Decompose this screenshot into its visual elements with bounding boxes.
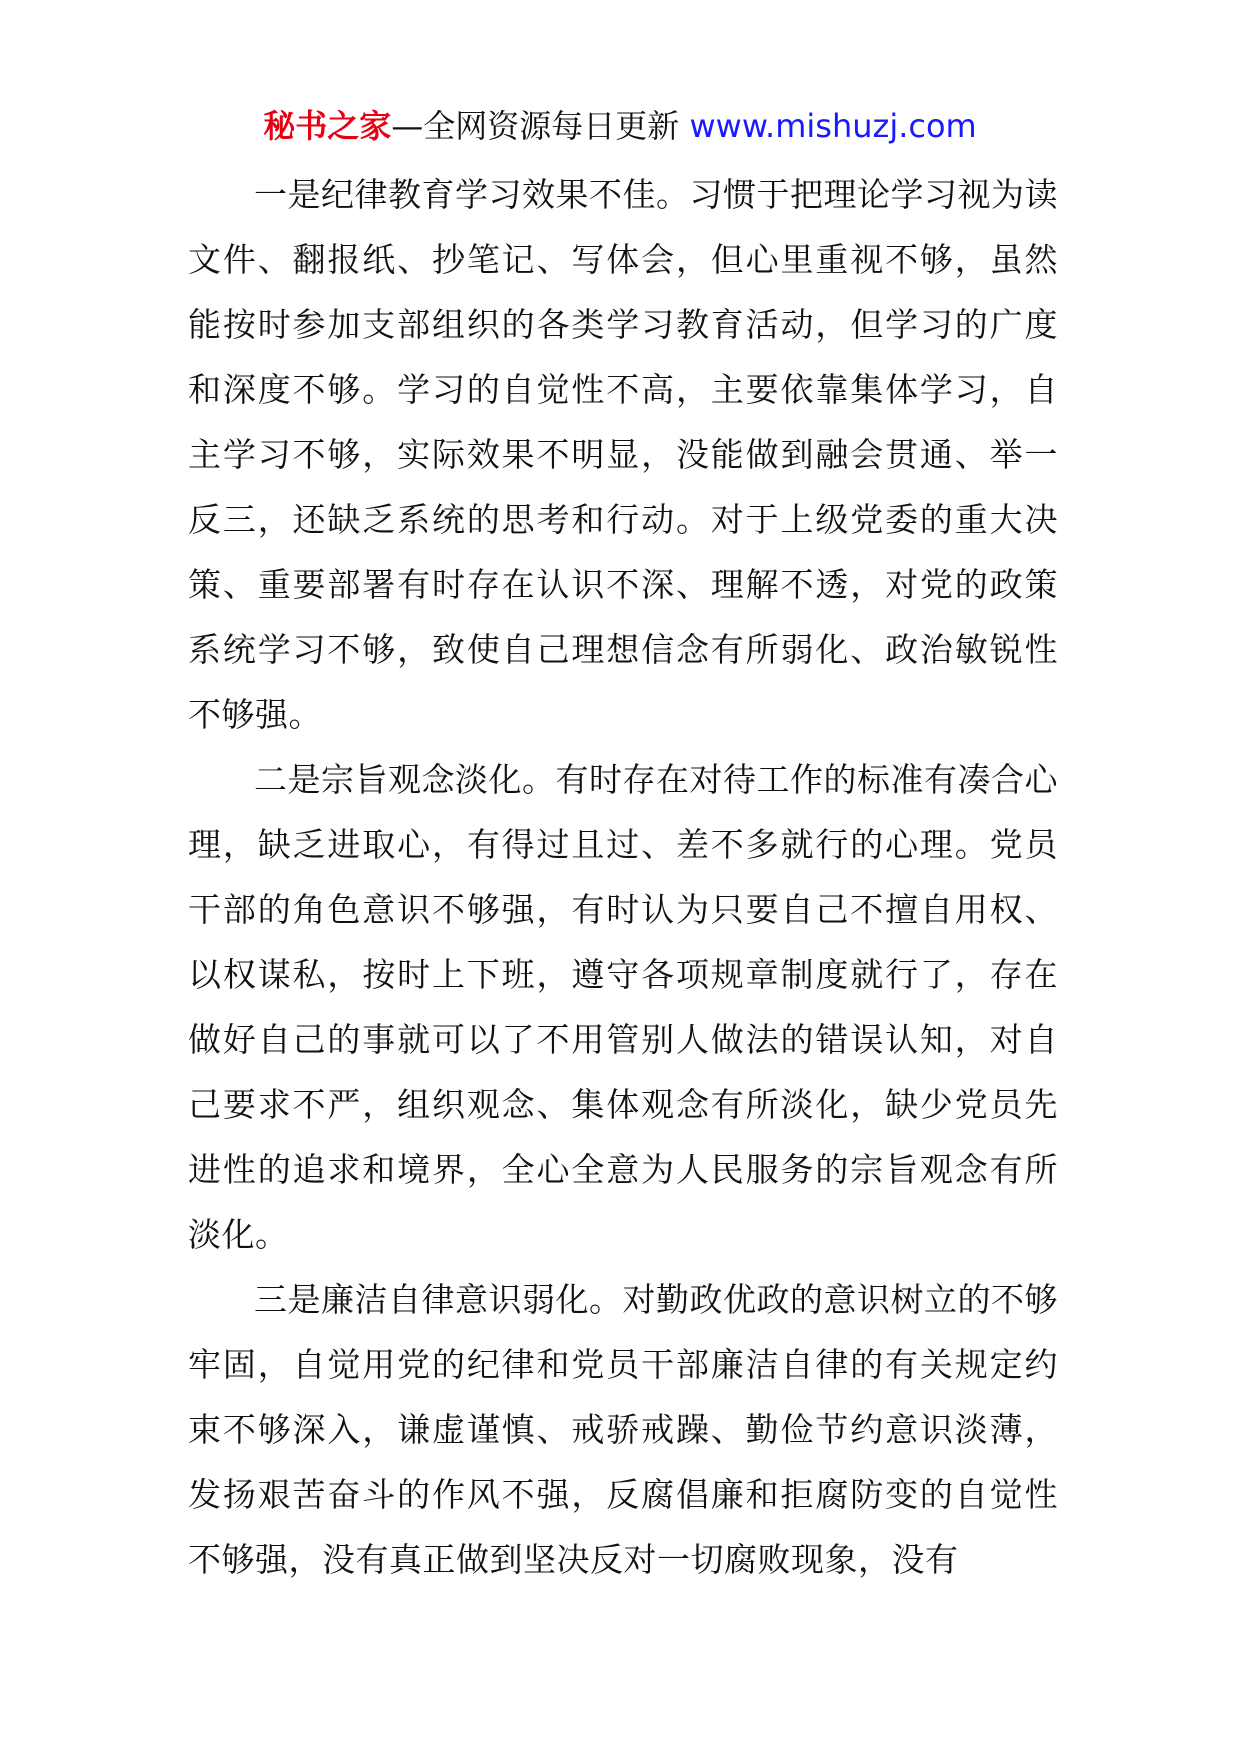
paragraph-1: 一是纪律教育学习效果不佳。习惯于把理论学习视为读文件、翻报纸、抄笔记、写体会，但心里重视不够，虽然能按时参加支部组织的各类学习教育活动，但学习的广度和深度不够。学习的自觉性不高，主要依靠集体学习，自主学习不够，实际效果不明显，没能做到融会贯通、举一反三，还缺乏系统的思考和行动。对于上级党委的重大决策、重要部署有时存在认识不深、理解不透，对党的政策系统学习不够，致使自己理想信念有所弱化、政治敏锐性不够强。 [188, 175, 1058, 734]
paragraph-2: 二是宗旨观念淡化。有时存在对待工作的标准有凑合心理，缺乏进取心，有得过且过、差不多就行的心理。党员干部的角色意识不够强，有时认为只要自己不擅自用权、以权谋私，按时上下班，遵守各项规章制度就行了，存在做好自己的事就可以了不用管别人做法的错误认知，对自己要求不严，组织观念、集体观念有所淡化，缺少党员先进性的追求和境界，全心全意为人民服务的宗旨观念有所淡化。 [188, 760, 1058, 1254]
site-tagline: —全网资源每日更新 [391, 107, 690, 145]
site-url-link[interactable]: www.mishuzj.com [689, 107, 977, 145]
page-header [0, 104, 1240, 148]
paragraph-3: 三是廉洁自律意识弱化。对勤政优政的意识树立的不够牢固，自觉用党的纪律和党员干部廉洁自律的有关规定约束不够深入，谦虚谨慎、戒骄戒躁、勤俭节约意识淡薄，发扬艰苦奋斗的作风不强，反腐倡廉和拒腐防变的自觉性不够强，没有真正做到坚决反对一切腐败现象，没有 [188, 1280, 1058, 1579]
document-body [188, 162, 1058, 1592]
site-brand: 秘书之家 [263, 107, 392, 145]
